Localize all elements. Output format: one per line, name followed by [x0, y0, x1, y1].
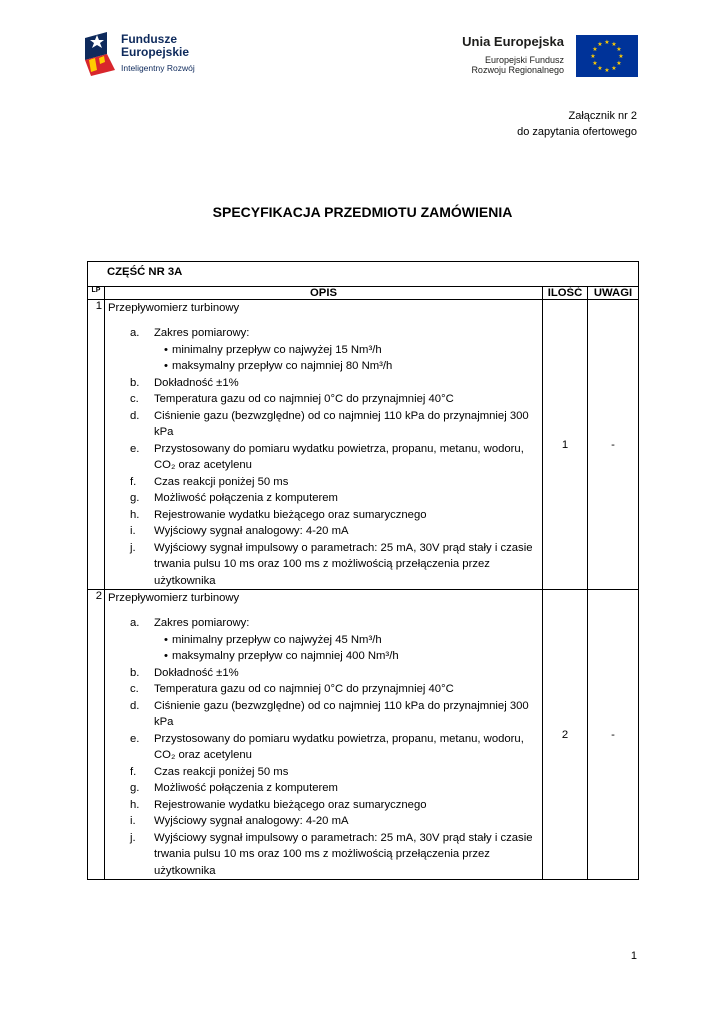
fe-stars-icon: [85, 30, 115, 78]
list-item: • maksymalny przepływ co najmniej 80 Nm³/h: [164, 358, 539, 375]
range-sublist: [154, 632, 539, 665]
list-item: d. Ciśnienie gazu (bezwzględne) od co najmniej 110 kPa do przynajmniej 300 kPa: [130, 699, 529, 728]
svg-text:★: ★: [597, 65, 603, 72]
row-lp: 1: [88, 300, 105, 590]
list-item: g. Możliwość połączenia z komputerem: [130, 492, 338, 504]
list-item: f. Czas reakcji poniżej 50 ms: [130, 765, 289, 778]
svg-text:★: ★: [618, 53, 624, 60]
fe-logo-line2: Europejskie: [121, 45, 190, 59]
list-item: b. Dokładność ±1%: [130, 376, 239, 389]
list-item: h. Rejestrowanie wydatku bieżącego oraz sumarycznego: [130, 798, 427, 811]
ue-logo-line1: Unia Europejska: [462, 34, 564, 49]
svg-text:★: ★: [597, 41, 603, 48]
list-item: • minimalny przepływ co najwyżej 15 Nm³/h: [164, 342, 539, 359]
row-qty: 2: [543, 590, 588, 880]
header-qty: ILOŚĆ: [543, 287, 588, 300]
property-list: [108, 615, 539, 879]
page-title: SPECYFIKACJA PRZEDMIOTU ZAMÓWIENIA: [212, 204, 513, 220]
fe-logo-line3: Inteligentny Rozwój: [121, 63, 195, 73]
svg-text:★: ★: [616, 60, 622, 67]
row-qty: 1: [543, 300, 588, 590]
svg-text:★: ★: [604, 39, 610, 46]
table-header-row: [88, 287, 639, 300]
attachment-note: [517, 108, 637, 140]
list-item: h. Rejestrowanie wydatku bieżącego oraz sumarycznego: [130, 508, 427, 521]
svg-text:★: ★: [611, 65, 617, 72]
row-notes: -: [588, 300, 639, 590]
list-item: a. Zakres pomiarowy: • minimalny przepływ co najwyżej 45 Nm³/h • maksymalny przepływ co najmniej 400 Nm³/h: [154, 615, 539, 665]
fe-logo-line1: Fundusze: [121, 32, 177, 46]
ue-logo-line2: Europejski Fundusz: [484, 55, 564, 65]
list-item: c. Temperatura gazu od co najmniej 0°C do przynajmniej 40°C: [130, 683, 454, 695]
table-row: [88, 300, 639, 590]
fundusze-europejskie-logo: [85, 30, 225, 80]
header-desc: OPIS: [105, 287, 543, 300]
range-sublist: [154, 342, 539, 375]
svg-text:★: ★: [616, 46, 622, 53]
list-item: e. Przystosowany do pomiaru wydatku powietrza, propanu, metanu, wodoru, CO₂ oraz acetylenu: [130, 442, 524, 471]
specification-table: [87, 261, 639, 880]
item-name: Przepływomierz turbinowy: [108, 302, 240, 314]
svg-text:★: ★: [611, 41, 617, 48]
unia-europejska-logo: [450, 34, 640, 78]
list-item: • maksymalny przepływ co najmniej 400 Nm³/h: [164, 648, 539, 665]
header-lp: LP: [88, 287, 105, 300]
list-item: • minimalny przepływ co najwyżej 45 Nm³/h: [164, 632, 539, 649]
part-row: [88, 262, 639, 287]
svg-text:★: ★: [590, 53, 596, 60]
table-row: [88, 590, 639, 880]
list-item: g. Możliwość połączenia z komputerem: [130, 782, 338, 794]
list-item: a. Zakres pomiarowy: • minimalny przepływ co najwyżej 15 Nm³/h • maksymalny przepływ co najmniej 80 Nm³/h: [154, 325, 539, 375]
svg-text:★: ★: [592, 46, 598, 53]
page-number: 1: [630, 950, 637, 962]
list-item: i. Wyjściowy sygnał analogowy: 4-20 mA: [130, 525, 349, 537]
property-list: [108, 325, 539, 589]
eu-flag-icon: [576, 35, 638, 77]
row-description: [105, 300, 543, 590]
list-item: d. Ciśnienie gazu (bezwzględne) od co najmniej 110 kPa do przynajmniej 300 kPa: [130, 409, 529, 438]
ue-logo-line3: Rozwoju Regionalnego: [471, 65, 564, 75]
row-notes: -: [588, 590, 639, 880]
list-item: i. Wyjściowy sygnał analogowy: 4-20 mA: [130, 815, 349, 827]
list-item: c. Temperatura gazu od co najmniej 0°C do przynajmniej 40°C: [130, 393, 454, 405]
list-item: j. Wyjściowy sygnał impulsowy o parametrach: 25 mA, 30V prąd stały i czasie trwania pulsu 10 ms oraz 100 ms z możliwością przełączenia przez użytkownika: [130, 541, 533, 587]
svg-text:★: ★: [592, 60, 598, 67]
list-item: e. Przystosowany do pomiaru wydatku powietrza, propanu, metanu, wodoru, CO₂ oraz acetylenu: [130, 732, 524, 761]
row-description: [105, 590, 543, 880]
svg-text:★: ★: [604, 67, 610, 74]
part-label: CZĘŚĆ NR 3A: [88, 262, 639, 287]
item-name: Przepływomierz turbinowy: [108, 592, 240, 604]
attachment-line1: Załącznik nr 2: [568, 110, 637, 122]
list-item: j. Wyjściowy sygnał impulsowy o parametrach: 25 mA, 30V prąd stały i czasie trwania pulsu 10 ms oraz 100 ms z możliwością przełączenia przez użytkownika: [130, 831, 533, 877]
header-notes: UWAGI: [588, 287, 639, 300]
list-item: b. Dokładność ±1%: [130, 666, 239, 679]
list-item: f. Czas reakcji poniżej 50 ms: [130, 475, 289, 488]
row-lp: 2: [88, 590, 105, 880]
attachment-line2: do zapytania ofertowego: [517, 126, 637, 138]
